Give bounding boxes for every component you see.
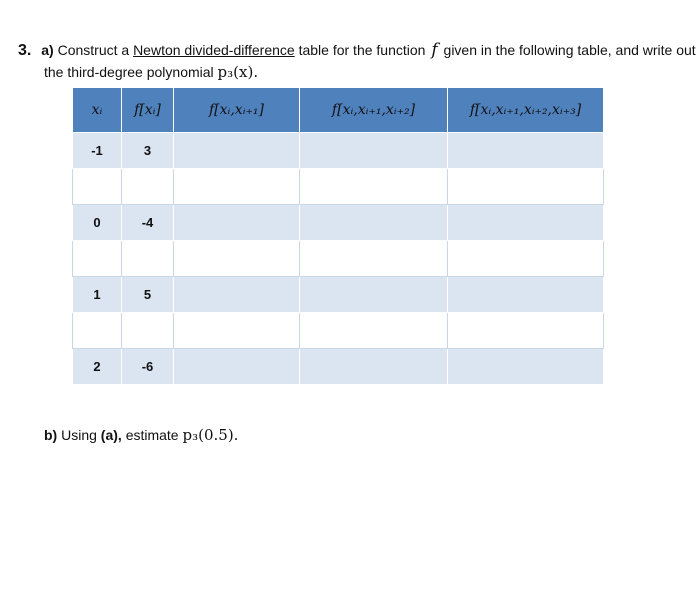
table-cell[interactable] [300, 277, 448, 313]
table-cell[interactable] [174, 277, 300, 313]
table-cell[interactable] [448, 133, 604, 169]
table-cell[interactable] [174, 241, 300, 277]
polynomial-expression: p₃(x). [217, 63, 259, 81]
table-cell[interactable] [300, 349, 448, 385]
table-cell[interactable]: -4 [122, 205, 174, 241]
table-cell[interactable] [448, 313, 604, 349]
question-text-middle: table for the function [298, 42, 426, 58]
part-b-text-middle: estimate [125, 427, 179, 443]
table-cell[interactable] [122, 169, 174, 205]
table-cell[interactable] [300, 133, 448, 169]
newton-divided-difference-link[interactable]: Newton divided-difference [133, 42, 295, 58]
table-cell[interactable] [448, 349, 604, 385]
table-cell[interactable] [174, 169, 300, 205]
table-cell[interactable] [300, 313, 448, 349]
part-a-label: a) [41, 42, 54, 58]
function-symbol: f [431, 40, 438, 60]
table-row [73, 169, 604, 205]
table-cell[interactable]: -6 [122, 349, 174, 385]
table-cell[interactable] [73, 313, 122, 349]
question-text-tail: given in the following table, and write out [443, 42, 696, 58]
table-row [73, 349, 604, 385]
table-cell[interactable]: 1 [73, 277, 122, 313]
table-cell[interactable] [174, 133, 300, 169]
question-line-1 [18, 40, 696, 60]
table-cell[interactable]: 0 [73, 205, 122, 241]
part-b-label: b) [44, 427, 58, 443]
table-header-row [73, 88, 604, 133]
table-cell[interactable] [448, 169, 604, 205]
table-row [73, 205, 604, 241]
question-number: 3. [18, 42, 32, 59]
part-b-expression: p₃(0.5). [182, 426, 239, 444]
question-text-start: Construct a [57, 42, 130, 58]
table-cell[interactable] [448, 241, 604, 277]
table-cell[interactable] [174, 349, 300, 385]
part-b [44, 426, 238, 444]
table-cell[interactable] [300, 169, 448, 205]
table-cell[interactable] [174, 313, 300, 349]
table-cell[interactable] [73, 241, 122, 277]
table-cell[interactable] [73, 169, 122, 205]
table-cell[interactable]: 2 [73, 349, 122, 385]
part-b-reference: (a), [100, 427, 122, 443]
part-b-text-start: Using [61, 427, 97, 443]
header-third-difference: f[xᵢ,xᵢ₊₁,xᵢ₊₂,xᵢ₊₃] [448, 88, 604, 133]
table-row [73, 313, 604, 349]
question-line-2 [44, 63, 258, 81]
table-cell[interactable] [448, 277, 604, 313]
table-cell[interactable] [174, 205, 300, 241]
table-row [73, 241, 604, 277]
table-row [73, 277, 604, 313]
table-cell[interactable] [122, 313, 174, 349]
header-f-xi: f[xᵢ] [122, 88, 174, 133]
header-second-difference: f[xᵢ,xᵢ₊₁,xᵢ₊₂] [300, 88, 448, 133]
header-first-difference: f[xᵢ,xᵢ₊₁] [174, 88, 300, 133]
header-xi: xᵢ [73, 88, 122, 133]
table-cell[interactable] [300, 205, 448, 241]
divided-difference-table [72, 87, 604, 385]
table-cell[interactable] [300, 241, 448, 277]
table-row [73, 133, 604, 169]
table-cell[interactable]: -1 [73, 133, 122, 169]
table-cell[interactable]: 5 [122, 277, 174, 313]
table-cell[interactable] [122, 241, 174, 277]
table-cell[interactable]: 3 [122, 133, 174, 169]
table-cell[interactable] [448, 205, 604, 241]
question-line2-text: the third-degree polynomial [44, 64, 214, 80]
